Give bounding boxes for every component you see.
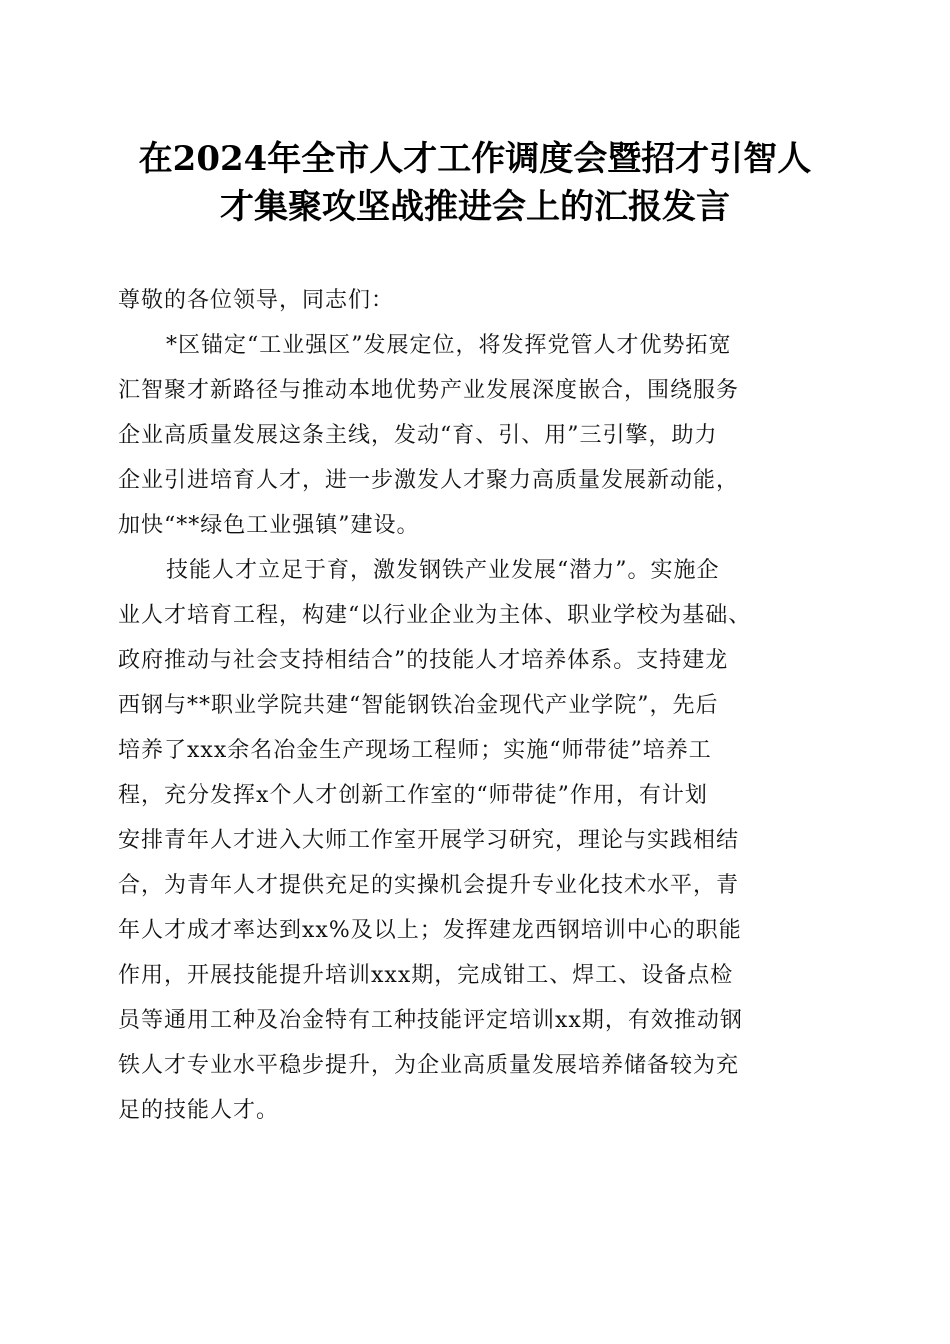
document-title [100, 135, 850, 231]
paragraph-line: 西钢与**职业学院共建“智能钢铁冶金现代产业学院”，先后 [118, 693, 719, 718]
paragraph-1 [118, 323, 830, 548]
paragraph-line: 企业高质量发展这条主线，发动“育、引、用”三引擎，助力 [118, 423, 718, 448]
paragraph-line: 加快“**绿色工业强镇”建设。 [118, 513, 420, 538]
salutation: 尊敬的各位领导，同志们： [118, 288, 395, 313]
paragraph-line: 业人才培育工程，构建“以行业企业为主体、职业学校为基础、 [118, 603, 752, 628]
paragraph-line: 员等通用工种及冶金特有工种技能评定培训xx期，有效推动钢 [118, 1008, 743, 1033]
paragraph-line: 培养了xxx余名冶金生产现场工程师；实施“师带徒”培养工 [118, 738, 712, 763]
paragraph-line: 足的技能人才。 [118, 1098, 280, 1123]
paragraph-line: 合，为青年人才提供充足的实操机会提升专业化技术水平，青 [118, 873, 740, 898]
paragraph-line: 安排青年人才进入大师工作室开展学习研究，理论与实践相结 [118, 828, 740, 853]
title-line-1: 在2024年全市人才工作调度会暨招才引智人 [138, 139, 812, 179]
paragraph-2 [118, 548, 830, 1133]
paragraph-line: 作用，开展技能提升培训xxx期，完成钳工、焊工、设备点检 [118, 963, 734, 988]
paragraph-line: 企业引进培育人才，进一步激发人才聚力高质量发展新动能， [118, 468, 740, 493]
paragraph-line: *区锚定“工业强区”发展定位，将发挥党管人才优势拓宽 [166, 333, 732, 358]
document-body [118, 278, 830, 1133]
paragraph-line: 程，充分发挥x个人才创新工作室的“师带徒”作用，有计划 [118, 783, 708, 808]
paragraph-line: 汇智聚才新路径与推动本地优势产业发展深度嵌合，围绕服务 [118, 378, 740, 403]
paragraph-line: 铁人才专业水平稳步提升，为企业高质量发展培养储备较为充 [118, 1053, 740, 1078]
paragraph-line: 技能人才立足于育，激发钢铁产业发展“潜力”。实施企 [166, 558, 720, 583]
title-line-2: 才集聚攻坚战推进会上的汇报发言 [220, 187, 730, 227]
paragraph-line: 政府推动与社会支持相结合”的技能人才培养体系。支持建龙 [118, 648, 729, 673]
paragraph-line: 年人才成才率达到xx%及以上；发挥建龙西钢培训中心的职能 [118, 918, 742, 943]
